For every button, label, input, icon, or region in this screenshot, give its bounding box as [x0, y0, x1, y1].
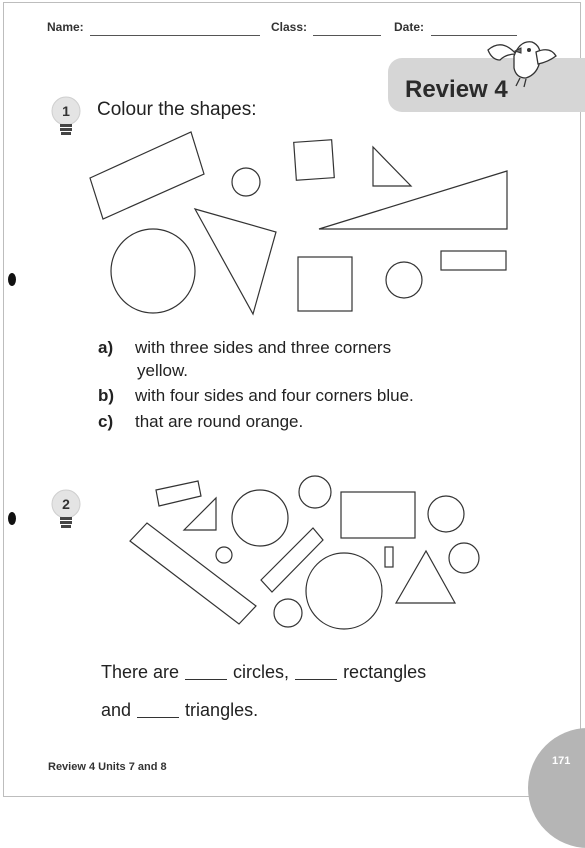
q2-line1-part3: rectangles [343, 662, 427, 682]
q2-tiny-rectangle[interactable] [385, 547, 393, 567]
class-label: Class: [271, 20, 308, 34]
q1-item-c-text: that are round orange. [135, 412, 304, 431]
name-label: Name: [47, 20, 84, 34]
q1-instruction: Colour the shapes: [97, 99, 257, 120]
q1-item-a-cont: yellow. [137, 361, 189, 380]
q2-line2-part1: and [101, 700, 132, 720]
q2-circle-bottom[interactable] [274, 599, 302, 627]
q2-small-rectangle[interactable] [156, 481, 201, 506]
q1-item-c-letter: c) [98, 412, 114, 431]
review-title: Review 4 [405, 76, 508, 103]
rectangles-answer-blank[interactable] [295, 678, 337, 680]
q1-number: 1 [62, 103, 70, 119]
circles-answer-blank[interactable] [185, 678, 227, 680]
q2-line2-part2: triangles. [185, 700, 259, 720]
q2-sentence-line2 [101, 700, 258, 721]
q2-circle-right[interactable] [428, 496, 464, 532]
q2-line1-part2: circles, [233, 662, 290, 682]
q2-small-circle[interactable] [299, 476, 331, 508]
binder-hole-bottom [8, 512, 16, 525]
q2-small-triangle[interactable] [184, 498, 216, 530]
q1-item-a-letter: a) [98, 338, 114, 357]
q1-item-a-text: with three sides and three corners [135, 338, 392, 357]
q2-triangle[interactable] [396, 551, 455, 603]
q2-circle-small-right[interactable] [449, 543, 479, 573]
q2-diagonal-rectangle[interactable] [261, 528, 323, 592]
q2-number: 2 [62, 496, 70, 512]
q1-item-b-text: with four sides and four corners blue. [135, 386, 414, 405]
date-label: Date: [394, 20, 425, 34]
binder-hole-top [8, 273, 16, 286]
q2-circle[interactable] [232, 490, 288, 546]
q2-line1-part1: There are [101, 662, 180, 682]
q2-rectangle[interactable] [341, 492, 415, 538]
page-number: 171 [552, 755, 571, 767]
footer-text: Review 4 Units 7 and 8 [48, 761, 167, 773]
q2-tiny-circle[interactable] [216, 547, 232, 563]
q2-large-circle[interactable] [306, 553, 382, 629]
q2-sentence-line1 [101, 662, 426, 683]
q2-long-rectangle[interactable] [130, 523, 256, 624]
q1-item-b-letter: b) [98, 386, 115, 405]
triangles-answer-blank[interactable] [137, 716, 179, 718]
